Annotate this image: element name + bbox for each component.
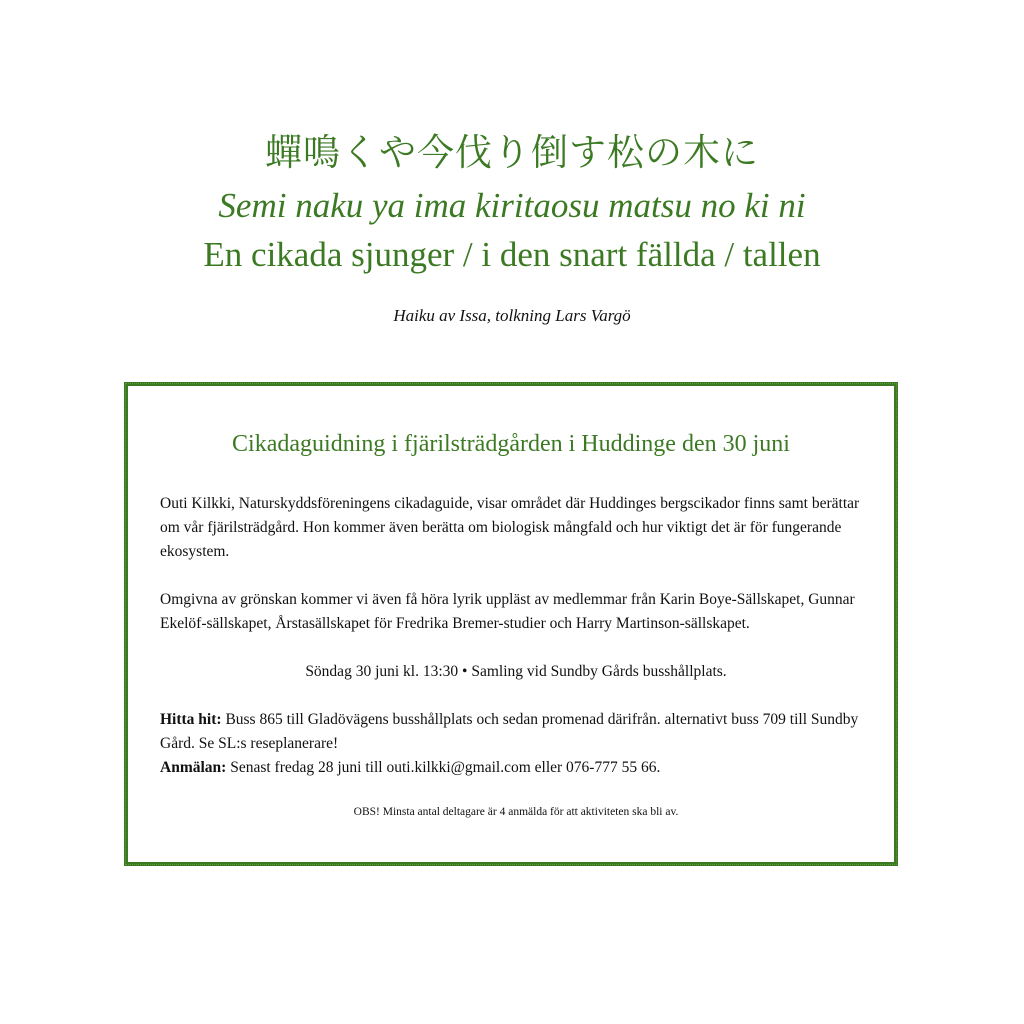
directions-text: Buss 865 till Gladövägens busshållplats och sedan promenad därifrån. alternativt buss 709 till Sundby Gård. Se SL:s reseplanerare! — [160, 711, 859, 752]
event-time-place: Söndag 30 juni kl. 13:30 • Samling vid Sundby Gårds busshållplats. — [305, 663, 727, 680]
event-practical-info — [160, 708, 872, 780]
event-body — [160, 492, 872, 820]
signup-label: Anmälan: — [160, 759, 227, 776]
signup-text: Senast fredag 28 juni till outi.kilkki@gmail.com eller 076-777 55 66. — [226, 759, 661, 776]
haiku-credit: Haiku av Issa, tolkning Lars Vargö — [393, 306, 631, 325]
event-description: Outi Kilkki, Naturskyddsföreningens cikadaguide, visar området där Huddinges bergscikador finns samt berättar om vår fjärilsträdgård. Hon kommer även berätta om biologisk mångfald och hur viktigt det är för fungerande ekosystem. — [160, 495, 860, 560]
event-poetry-info: Omgivna av grönskan kommer vi även få höra lyrik uppläst av medlemmar från Karin Boye-Sällskapet, Gunnar Ekelöf-sällskapet, Årstasällskapet för Fredrika Bremer-studier och Harry Martinson-sällskapet. — [160, 591, 855, 632]
directions-label: Hitta hit: — [160, 711, 222, 728]
haiku-romaji: Semi naku ya ima kiritaosu matsu no ki ni — [218, 186, 806, 225]
signup-line — [160, 756, 872, 780]
event-box — [124, 382, 898, 866]
haiku-block — [0, 124, 1024, 280]
haiku-swedish: En cikada sjunger / i den snart fällda / tallen — [203, 235, 821, 274]
event-title: Cikadaguidning i fjärilsträdgården i Huddinge den 30 juni — [232, 431, 790, 457]
event-obs-note: OBS! Minsta antal deltagare är 4 anmälda för att aktiviteten ska bli av. — [353, 806, 679, 818]
directions-line — [160, 708, 872, 756]
haiku-japanese: 蟬鳴くや今伐り倒す松の木に — [265, 131, 759, 174]
